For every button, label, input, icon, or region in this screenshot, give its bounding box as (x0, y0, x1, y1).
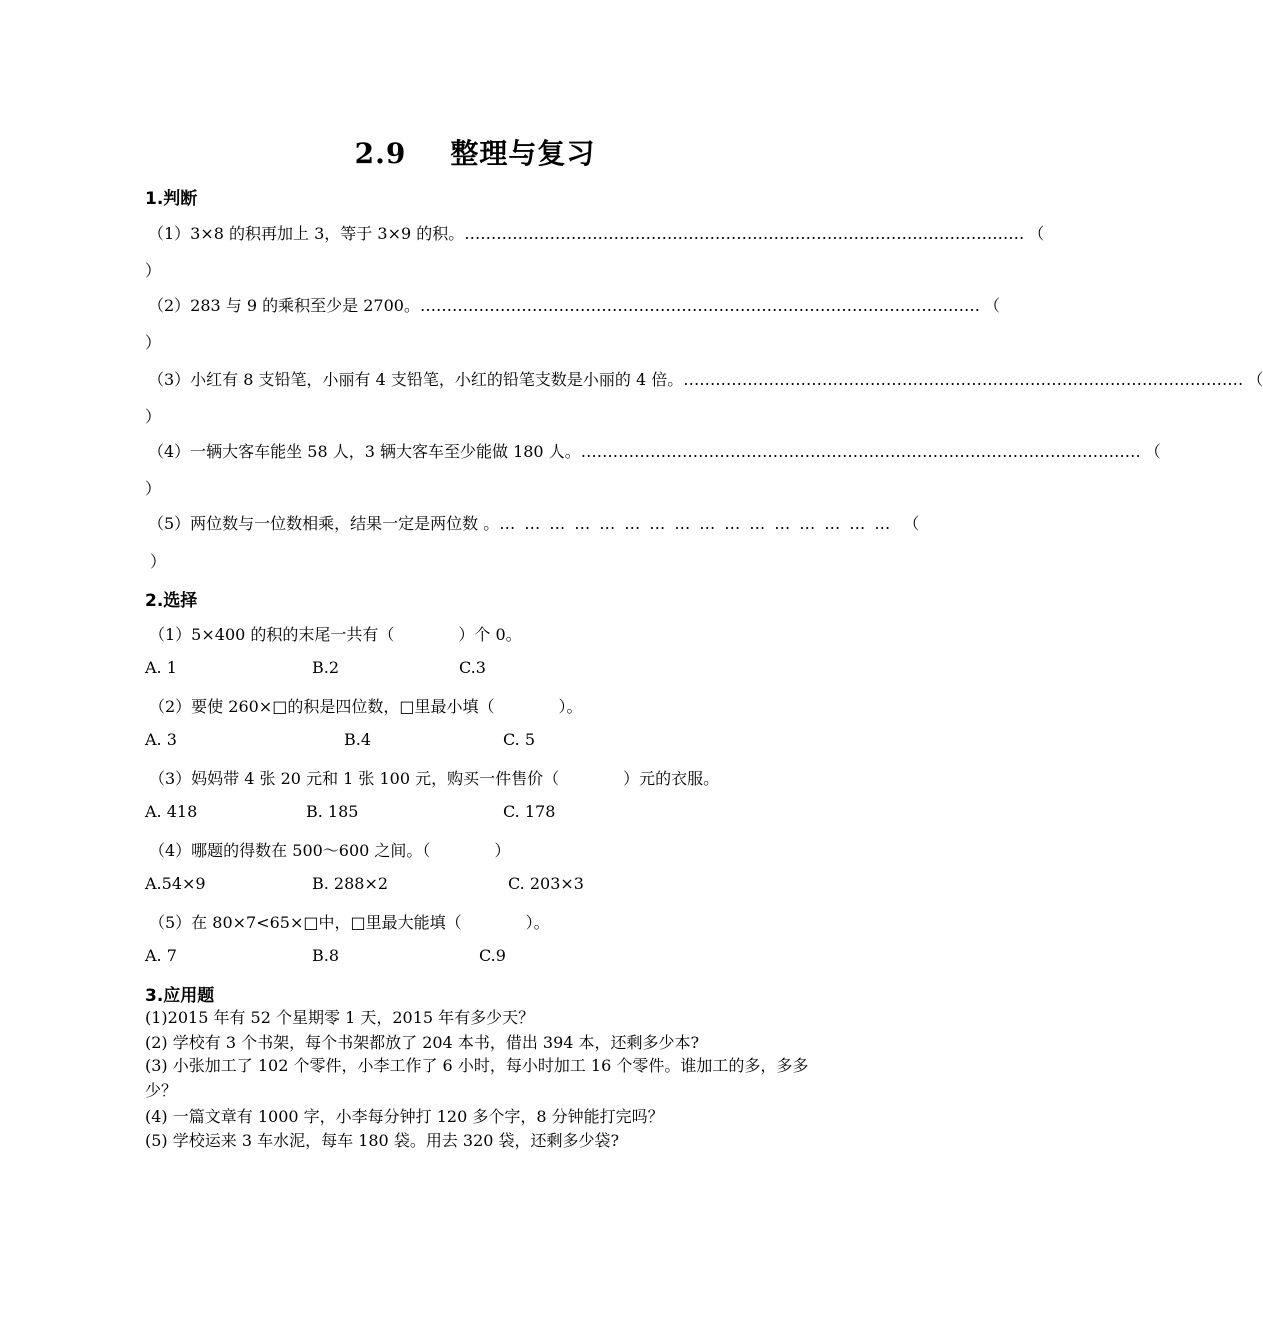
judge-item-text: （3）小红有 8 支铅笔，小丽有 4 支铅笔，小红的铅笔支数是小丽的 4 倍。 (148, 370, 684, 389)
choice-option-a: A. 3 (145, 730, 177, 749)
choice-option-b: B.4 (344, 730, 372, 749)
application-item-3: (3) 小张加工了 102 个零件，小李工作了 6 小时，每小时加工 16 个零件。谁加工的多，多多少？ (145, 1056, 809, 1100)
choice-option-c: C. 203×3 (508, 874, 584, 893)
judge-item-text: （2）283 与 9 的乘积至少是 2700。 (148, 296, 420, 315)
choice-option-c: C.9 (479, 946, 506, 965)
section-heading-application: 3.应用题 (145, 986, 215, 1006)
dot-leader: …………………………………………………………………………………………… (683, 370, 1244, 389)
judge-item-4 (148, 439, 1161, 462)
title-text: 整理与复习 (450, 137, 596, 170)
choice-option-c: C.3 (459, 658, 486, 677)
choice-option-a: A. 418 (145, 802, 198, 821)
title-number: 2.9 (354, 137, 407, 170)
choice-option-b: B. 288×2 (312, 874, 389, 893)
choice-option-c: C. 178 (503, 802, 556, 821)
answer-close-paren: ） (150, 552, 167, 571)
judge-item-2 (148, 293, 1000, 316)
page-title (0, 132, 950, 172)
choice-option-a: A. 1 (145, 658, 177, 677)
application-item-2: (2) 学校有 3 个书架，每个书架都放了 204 本书，借出 394 本，还剩多少本? (145, 1033, 700, 1052)
answer-open-paren: （ (1144, 442, 1161, 461)
judge-item-3 (148, 367, 1263, 390)
choice-option-b: B. 185 (306, 802, 359, 821)
dot-leader: ………………………………………… (499, 514, 900, 533)
answer-close-paren: ） (145, 479, 162, 498)
answer-open-paren: （ (983, 296, 1000, 315)
judge-item-1 (148, 221, 1045, 244)
answer-open-paren: （ (1247, 370, 1263, 389)
choice-question-1: （1）5×400 的积的末尾一共有（ ）个 0。 (149, 625, 522, 644)
section-heading-judge: 1.判断 (145, 189, 198, 209)
choice-option-a: A.54×9 (145, 874, 206, 893)
dot-leader: …………………………………………………………………………………………… (464, 224, 1025, 243)
application-item-4: (4) 一篇文章有 1000 字，小李每分钟打 120 多个字，8 分钟能打完吗？ (145, 1107, 664, 1126)
choice-question-2: （2）要使 260×□的积是四位数，□里最小填（ ）。 (149, 697, 583, 716)
judge-item-text: （5）两位数与一位数相乘，结果一定是两位数 。 (148, 514, 500, 533)
application-item-5: (5) 学校运来 3 车水泥，每车 180 袋。用去 320 袋，还剩多少袋? (145, 1131, 620, 1150)
choice-question-3: （3）妈妈带 4 张 20 元和 1 张 100 元，购买一件售价（ ）元的衣服。 (149, 769, 720, 788)
dot-leader: …………………………………………………………………………………………… (580, 442, 1141, 461)
answer-close-paren: ） (145, 261, 162, 280)
judge-item-text: （4）一辆大客车能坐 58 人，3 辆大客车至少能做 180 人。 (148, 442, 581, 461)
answer-close-paren: ） (145, 407, 162, 426)
section-heading-choice: 2.选择 (145, 591, 198, 611)
answer-open-paren: （ (903, 514, 920, 533)
choice-option-c: C. 5 (503, 730, 536, 749)
answer-close-paren: ） (145, 333, 162, 352)
choice-option-b: B.2 (312, 658, 340, 677)
judge-item-5 (148, 511, 920, 534)
answer-open-paren: （ (1028, 224, 1045, 243)
choice-question-5: （5）在 80×7<65×□中，□里最大能填（ ）。 (149, 913, 550, 932)
choice-option-a: A. 7 (145, 946, 177, 965)
choice-question-4: （4）哪题的得数在 500～600 之间。（ ） (149, 841, 511, 860)
application-item-1: (1)2015 年有 52 个星期零 1 天，2015 年有多少天？ (145, 1008, 535, 1027)
dot-leader: …………………………………………………………………………………………… (419, 296, 980, 315)
judge-item-text: （1）3×8 的积再加上 3，等于 3×9 的积。 (148, 224, 465, 243)
choice-option-b: B.8 (312, 946, 340, 965)
